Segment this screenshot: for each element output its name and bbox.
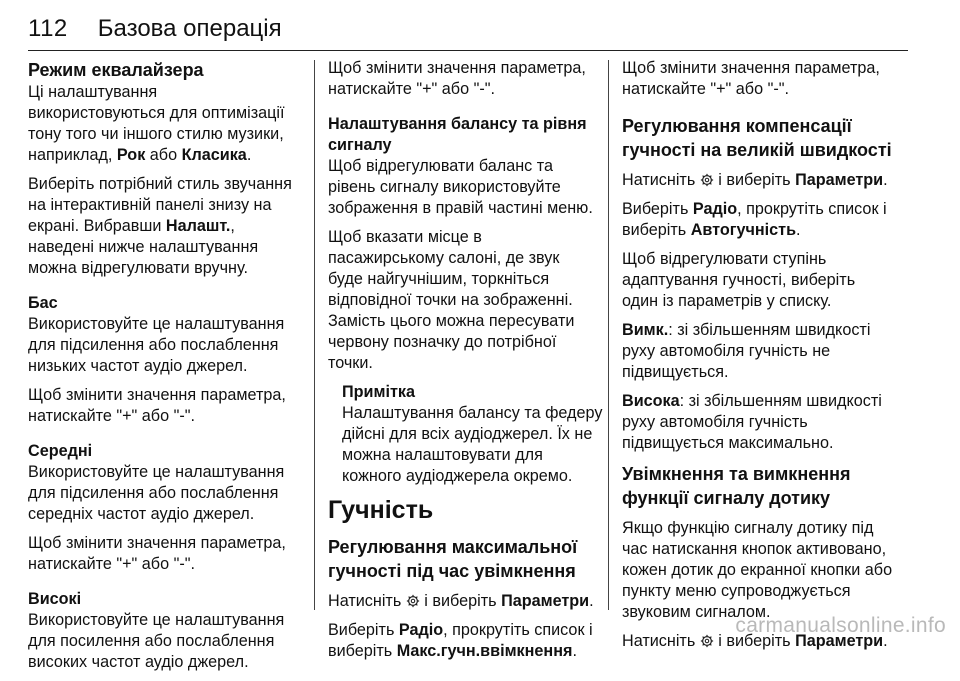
off-option-text: Вимк.: зі збільшенням швидкості руху автомобіля гучність не підвищується.: [622, 321, 871, 381]
page-number: 112: [28, 15, 68, 42]
radio-menu-item: Радіо: [398, 621, 444, 639]
column-3: [622, 58, 912, 660]
equalizer-intro: Ці налаштування використовуються для оптимізації тону того чи іншого стилю музики, наприклад, Рок або Класика.: [28, 83, 285, 164]
off-label: Вимк.: [622, 321, 669, 339]
level-text: Щоб відрегулювати ступінь адаптування гучності, виберіть один із параметрів у списку.: [622, 250, 856, 310]
speed-select: Виберіть Радіо, прокрутіть список і виберіть Автогучність.: [622, 200, 887, 239]
settings-gear-icon: [700, 634, 714, 648]
note-title: Примітка: [342, 383, 415, 401]
column-1: [28, 58, 310, 681]
settings-gear-icon: [406, 594, 420, 608]
max-volume-heading: Регулювання максимальної гучності під час увімкнення: [328, 537, 578, 581]
change-text-3: Щоб змінити значення параметра, натискайте "+" або "-".: [622, 59, 880, 98]
max-volume-select: Виберіть Радіо, прокрутіть список і виберіть Макс.гучн.ввімкнення.: [328, 621, 593, 660]
params-menu-item: Параметри: [795, 171, 884, 189]
header-divider: [28, 50, 908, 51]
change-text: Щоб змінити значення параметра, натискайте "+" або "-".: [328, 59, 586, 98]
speed-volume-heading: Регулювання компенсації гучності на великій швидкості: [622, 116, 892, 160]
page-header: [28, 6, 908, 52]
point-text: Щоб вказати місце в пасажирському салоні, де звук буде найгучнішим, торкніться відповідної точки на зображенні. Замість цього можна пересувати червону позначку до потрібної точки.: [328, 228, 575, 372]
params-menu-item: Параметри: [795, 632, 884, 650]
classic-option: Класика: [181, 146, 247, 164]
high-heading: Високі: [28, 590, 82, 608]
balance-heading: Налаштування балансу та рівня сигналу: [328, 115, 587, 154]
rock-option: Рок: [116, 146, 146, 164]
bass-text: Використовуйте це налаштування для підсилення або послаблення низьких частот аудіо джерел.: [28, 315, 285, 375]
high-text: Використовуйте це налаштування для посилення або послаблення високих частот аудіо джерел.: [28, 611, 285, 671]
high-option-text: Висока: зі збільшенням швидкості руху автомобіля гучність підвищується максимально.: [622, 392, 882, 452]
volume-heading: Гучність: [328, 496, 434, 524]
note-box: [342, 382, 606, 487]
chapter-title: Базова операція: [97, 15, 282, 42]
max-volume-item: Макс.гучн.ввімкнення: [396, 642, 573, 660]
mid-change-text: Щоб змінити значення параметра, натискайте "+" або "-".: [28, 534, 286, 573]
mid-text: Використовуйте це налаштування для підсилення або послаблення середніх частот аудіо джерел.: [28, 463, 285, 523]
equalizer-heading: Режим еквалайзера: [28, 60, 204, 80]
balance-text: Щоб відрегулювати баланс та рівень сигналу використовуйте зображення в правій частині меню.: [328, 157, 593, 217]
column-divider-1: [314, 60, 315, 610]
touch-signal-heading: Увімкнення та вимкнення функції сигналу дотику: [622, 464, 851, 508]
note-text: Налаштування балансу та федеру дійсні для всіх аудіоджерел. Їх не можна налаштовувати для кожного аудіоджерела окремо.: [342, 404, 603, 485]
equalizer-choose: Виберіть потрібний стиль звучання на інтерактивній панелі знизу на екрані. Вибравши Налашт., наведені нижче налаштування можна відрегулювати вручну.: [28, 175, 292, 277]
high-label: Висока: [622, 392, 680, 410]
mid-heading: Середні: [28, 442, 93, 460]
radio-menu-item: Радіо: [692, 200, 738, 218]
bass-heading: Бас: [28, 294, 58, 312]
touch-press: Натисніть і виберіть Параметри.: [622, 632, 888, 650]
watermark: carmanualsonline.info: [735, 614, 946, 637]
auto-volume-item: Автогучність: [690, 221, 797, 239]
speed-press: Натисніть і виберіть Параметри.: [622, 171, 888, 189]
column-divider-2: [608, 60, 609, 610]
settings-gear-icon: [700, 173, 714, 187]
setting-option: Налашт.: [165, 217, 231, 235]
column-2: [328, 58, 606, 670]
bass-change-text: Щоб змінити значення параметра, натискайте "+" або "-".: [28, 386, 286, 425]
max-volume-press: Натисніть і виберіть Параметри.: [328, 592, 594, 610]
params-menu-item: Параметри: [501, 592, 590, 610]
touch-signal-text: Якщо функцію сигналу дотику під час натискання кнопок активовано, кожен дотик до екранної кнопки або пункту меню супроводжується звуковим сигналом.: [622, 519, 893, 621]
